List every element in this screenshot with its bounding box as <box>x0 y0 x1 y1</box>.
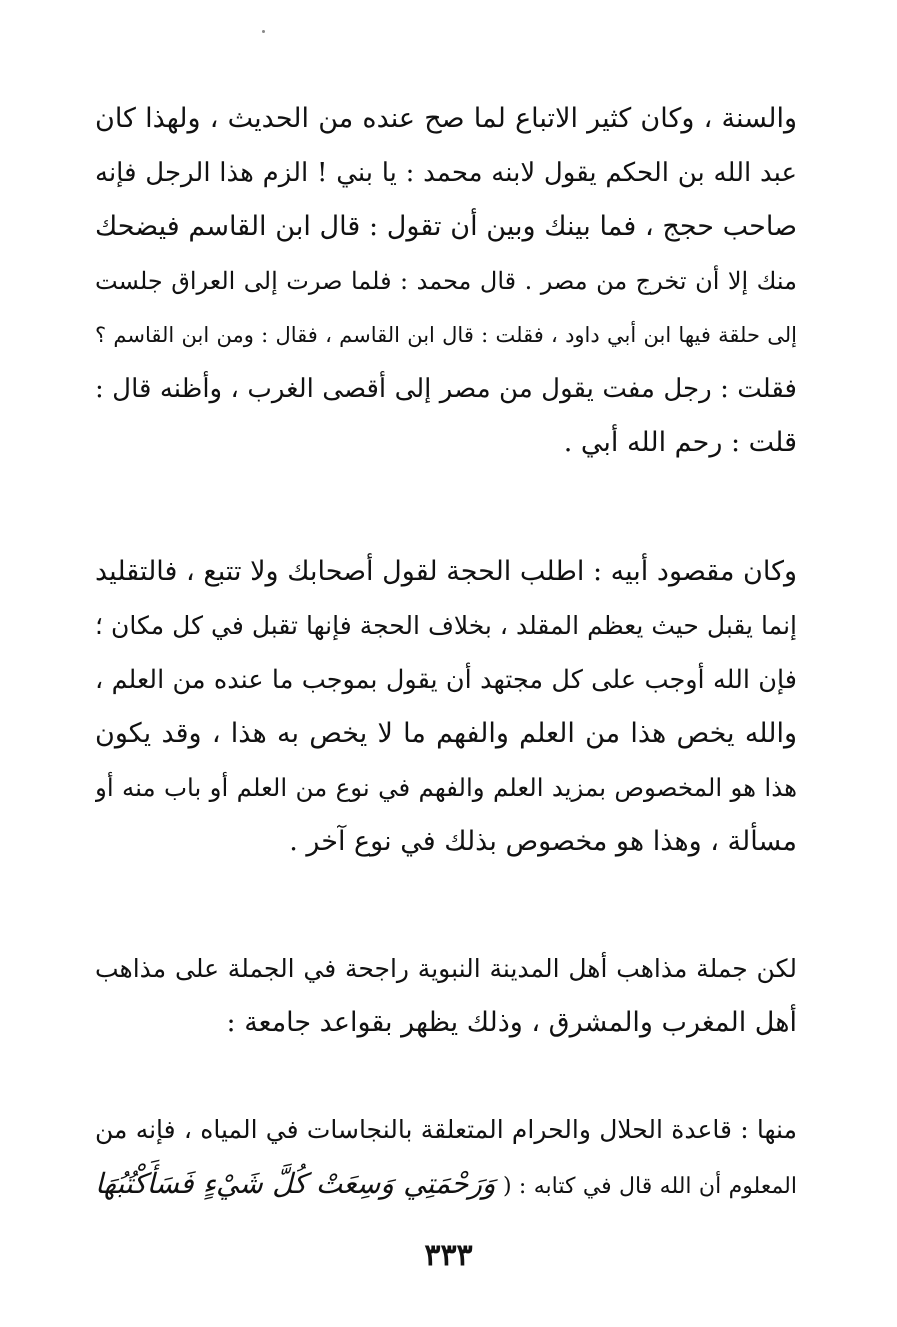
scan-speck <box>262 30 265 33</box>
paragraph-line: عبد الله بن الحكم يقول لابنه محمد : يا بني ! الزم هذا الرجل فإنه <box>95 158 797 188</box>
page-number: ٣٣٣ <box>424 1238 473 1273</box>
paragraph-line: مسألة ، وهذا هو مخصوص بذلك في نوع آخر . <box>289 826 797 857</box>
paragraph-line: هذا هو المخصوص بمزيد العلم والفهم في نوع من العلم أو باب منه أو <box>95 773 797 802</box>
paragraph-line: فإن الله أوجب على كل مجتهد أن يقول بموجب ما عنده من العلم ، <box>95 665 797 695</box>
paragraph-line: والله يخص هذا من العلم والفهم ما لا يخص به هذا ، وقد يكون <box>95 718 797 749</box>
paragraph-line: إنما يقبل حيث يعظم المقلد ، بخلاف الحجة فإنها تقبل في كل مكان ؛ <box>95 611 797 640</box>
paragraph-line: والسنة ، وكان كثير الاتباع لما صح عنده من الحديث ، ولهذا كان <box>95 103 797 134</box>
paragraph-line: إلى حلقة فيها ابن أبي داود ، فقلت : قال ابن القاسم ، فقال : ومن ابن القاسم ؟ <box>95 323 797 347</box>
paragraph-line: قلت : رحم الله أبي . <box>563 427 797 458</box>
paragraph-3 <box>95 942 797 1050</box>
paragraph-line: صاحب حجج ، فما بينك وبين أن تقول : قال ابن القاسم فيضحك <box>95 211 797 242</box>
paragraph-line-with-quote <box>95 1157 797 1211</box>
paragraph-2 <box>95 545 797 869</box>
quote-intro-text: المعلوم أن الله قال في كتابه : ( <box>502 1174 797 1199</box>
paragraph-line: لكن جملة مذاهب أهل المدينة النبوية راجحة في الجملة على مذاهب <box>95 954 797 983</box>
paragraph-1 <box>95 92 797 470</box>
paragraph-line: فقلت : رجل مفت يقول من مصر إلى أقصى الغرب ، وأظنه قال : <box>95 374 797 404</box>
paragraph-line: منك إلا أن تخرج من مصر . قال محمد : فلما صرت إلى العراق جلست <box>95 267 797 295</box>
paragraph-line: منها : قاعدة الحلال والحرام المتعلقة بالنجاسات في المياه ، فإنه من <box>95 1115 797 1144</box>
paragraph-line: وكان مقصود أبيه : اطلب الحجة لقول أصحابك ولا تتبع ، فالتقليد <box>95 556 797 587</box>
quran-verse: وَرَحْمَتِي وَسِعَتْ كُلَّ شَيْءٍ فَسَأَكْتُبُهَا <box>95 1167 496 1200</box>
paragraph-4 <box>95 1103 797 1211</box>
paragraph-line: أهل المغرب والمشرق ، وذلك يظهر بقواعد جامعة : <box>226 1007 797 1038</box>
